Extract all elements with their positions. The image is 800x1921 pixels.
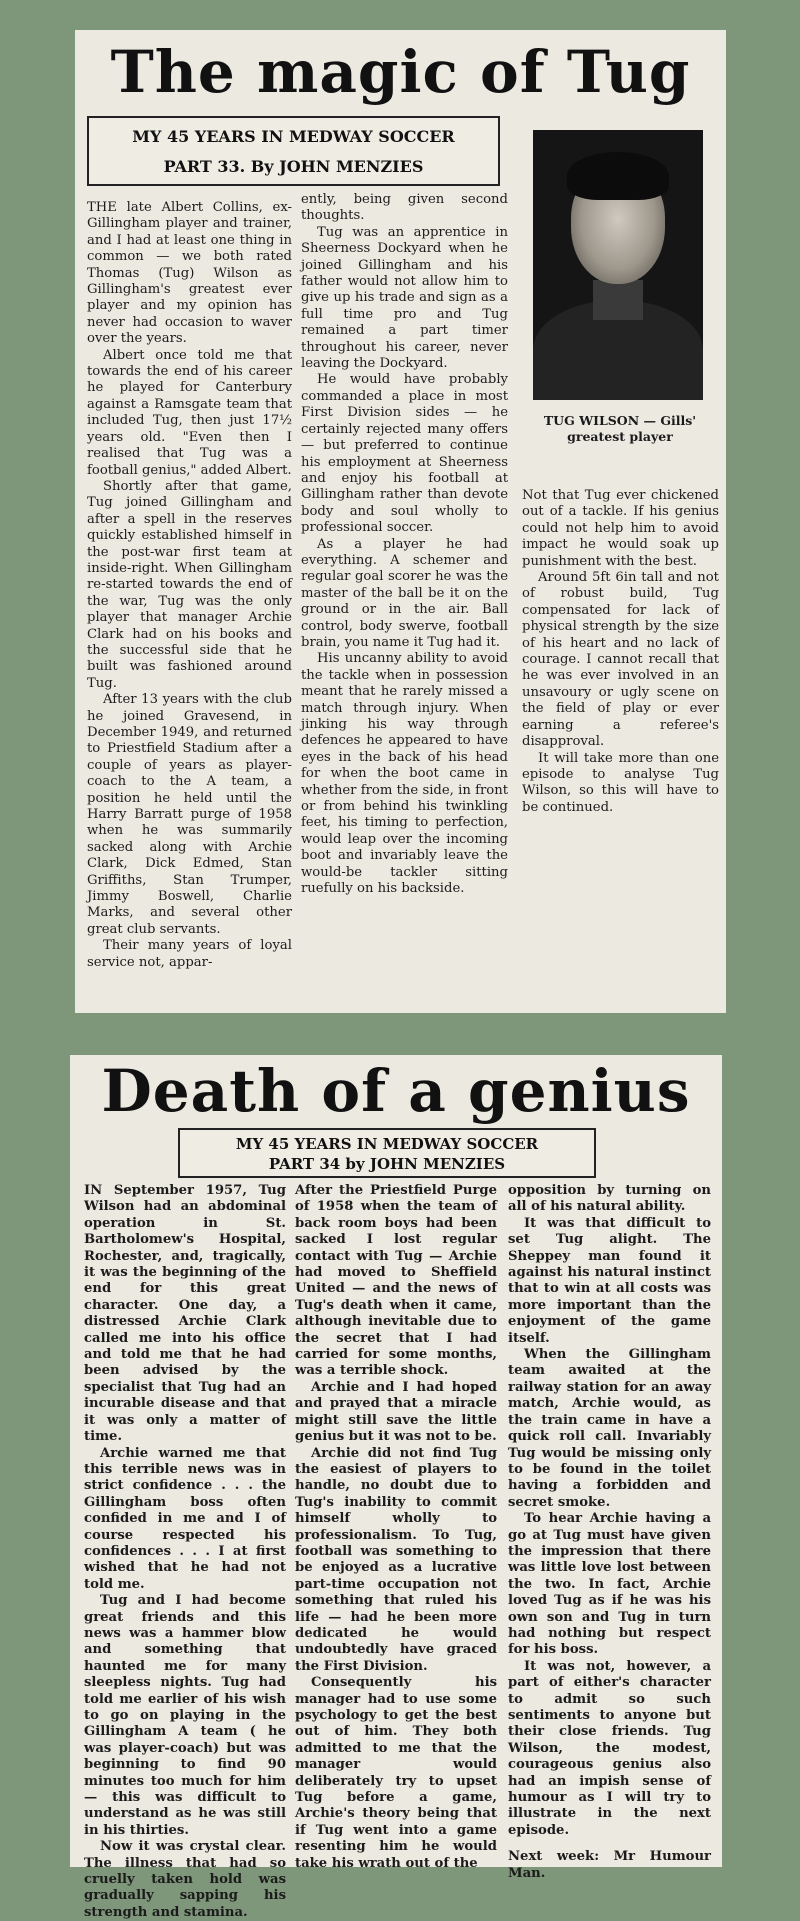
paragraph: Archie warned me that this terrible news was in strict confidence . . . the Gillingham boss often confided in me and I of course respected his confidences . . . I at first wished that he had not told me. (84, 1445, 286, 1592)
paragraph: Tug and I had become great friends and this news was a hammer blow and something that haunted me for many sleepless nights. Tug had told me earlier of his wish to go on playing in the Gillingham A team ( he was player-coach) but was beginning to find 90 minutes too much for him — this was difficult to understand as he was still in his thirties. (84, 1593, 286, 1838)
subhead-series: MY 45 YEARS IN MEDWAY SOCCER (132, 127, 455, 146)
article-column-1 (84, 1183, 286, 1921)
series-subhead (87, 116, 500, 186)
paragraph: After 13 years with the club he joined Gravesend, in December 1949, and returned to Priestfield Stadium after a couple of years as player-coach to the A team, a position he held until the Harry Barratt purge of 1958 when he was summarily sacked along with Archie Clark, Dick Edmed, Stan Griffiths, Stan Trumper, Jimmy Boswell, Charlie Marks, and several other great club servants. (87, 692, 292, 937)
article-column-2 (301, 192, 508, 897)
subhead-byline: PART 34 by JOHN MENZIES (268, 1155, 506, 1173)
paragraph: It will take more than one episode to analyse Tug Wilson, so this will have to be continued. (522, 750, 719, 815)
next-week-note: Next week: Mr Humour Man. (508, 1849, 711, 1881)
photo-caption: TUG WILSON — Gills' greatest player (543, 413, 697, 444)
paragraph: Archie did not find Tug the easiest of players to handle, no doubt due to Tug's inability to commit himself wholly to professionalism. To Tug, football was something to be enjoyed as a lucrative part-time occupation not something that ruled his life — had he been more dedicated he would undoubtedly have graced the First Division. (295, 1445, 497, 1674)
series-subhead (178, 1128, 596, 1178)
paragraph: As a player he had everything. A schemer and regular goal scorer he was the master of the ball be it on the ground or in the air. Ball control, body swerve, football brain, you name it Tug had it. (301, 536, 508, 650)
paragraph: IN September 1957, Tug Wilson had an abdominal operation in St. Bartholomew's Hospital, Rochester, and, tragically, it was the beginning of the end for this great character. One day, a distressed Archie Clark called me into his office and told me that he had been advised by the specialist that Tug had an incurable disease and that it was only a matter of time. (84, 1183, 286, 1445)
subhead-series: MY 45 YEARS IN MEDWAY SOCCER (235, 1135, 539, 1153)
paragraph: Archie and I had hoped and prayed that a miracle might still save the little genius but it was not to be. (295, 1379, 497, 1445)
article-column-3 (522, 488, 719, 816)
paragraph: opposition by turning on all of his natural ability. (508, 1183, 711, 1215)
paragraph: When the Gillingham team awaited at the railway station for an away match, Archie would, as the train came in have a quick roll call. Invariably Tug would be missing only to be found in the toilet having a forbidden and secret smoke. (508, 1347, 711, 1510)
article-column-2 (295, 1183, 497, 1872)
paragraph: Now it was crystal clear. The illness that had so cruelly taken hold was gradually sapping his strength and stamina. (84, 1839, 286, 1920)
article-column-3 (508, 1183, 711, 1882)
paragraph: After the Priestfield Purge of 1958 when the team of back room boys had been sacked I lost regular contact with Tug — Archie had moved to Sheffield United — and the news of Tug's death when it came, although inevitable due to the secret that I had carried for some months, was a terrible shock. (295, 1183, 497, 1379)
paragraph: ently, being given second thoughts. (301, 192, 508, 224)
paragraph: Consequently his manager had to use some psychology to get the best out of him. They both admitted to me that the manager would deliberately try to upset Tug before a game, Archie's theory being that if Tug went into a game resenting him he would take his wrath out of the (295, 1675, 497, 1871)
article-column-1 (87, 200, 292, 971)
clipping-magic-of-tug (75, 30, 726, 1013)
paragraph: Albert once told me that towards the end of his career he played for Canterbury against a Ramsgate team that included Tug, then just 17½ years old. "Even then I realised that Tug was a football genius," added Albert. (87, 347, 292, 478)
player-photo (533, 130, 703, 390)
paragraph: His uncanny ability to avoid the tackle when in possession meant that he rarely missed a match through injury. When jinking his way through defences he appeared to have eyes in the back of his head for when the boot came in whether from the side, in front or from behind his twinkling feet, his timing to perfection, would leap over the incoming boot and invariably leave the would-be tackler sitting ruefully on his backside. (301, 651, 508, 897)
clipping-death-of-a-genius (70, 1055, 722, 1920)
paragraph: To hear Archie having a go at Tug must have given the impression that there was little love lost between the two. In fact, Archie loved Tug as if he was his own son and Tug in turn had nothing but respect for his boss. (508, 1511, 711, 1658)
paragraph: It was that difficult to set Tug alight. The Sheppey man found it against his natural instinct that to win at all costs was more important than the enjoyment of the game itself. (508, 1215, 711, 1346)
paragraph: Not that Tug ever chickened out of a tackle. If his genius could not help him to avoid impact he would soak up punishment with the best. (522, 488, 719, 569)
paragraph: He would have probably commanded a place in most First Division sides — he certainly rejected many offers — but preferred to continue his employment at Sheerness and enjoy his football at Gillingham rather than devote body and soul wholly to professional soccer. (301, 372, 508, 536)
subhead-byline: PART 33. By JOHN MENZIES (163, 157, 424, 176)
paragraph: It was not, however, a part of either's character to admit so such sentiments to anyone but their close friends. Tug Wilson, the modest, courageous genius also had an impish sense of humour as I will try to illustrate in the next episode. (508, 1658, 711, 1838)
paragraph: Around 5ft 6in tall and not of robust build, Tug compensated for lack of physical strength by the size of his heart and no lack of courage. I cannot recall that he was ever involved in an unsavoury or ugly scene on the field of play or ever earning a referee's disapproval. (522, 570, 719, 750)
headline: Death of a genius (101, 1057, 691, 1125)
paragraph: Their many years of loyal service not, appar- (87, 938, 292, 970)
headline: The magic of Tug (110, 38, 691, 106)
paragraph: Shortly after that game, Tug joined Gillingham and after a spell in the reserves quickly established himself in the post-war first team at inside-right. When Gillingham re-started towards the end of the war, Tug was the only player that manager Archie Clark had on his books and the successful side that he built was fashioned around Tug. (87, 478, 292, 691)
paragraph: Tug was an apprentice in Sheerness Dockyard when he joined Gillingham and his father would not allow him to give up his trade and sign as a full time pro and Tug remained a part timer throughout his career, never leaving the Dockyard. (301, 224, 508, 372)
paragraph: THE late Albert Collins, ex-Gillingham player and trainer, and I had at least one thing in common — we both rated Thomas (Tug) Wilson as Gillingham's greatest ever player and my opinion has never had occasion to waver over the years. (87, 200, 292, 347)
